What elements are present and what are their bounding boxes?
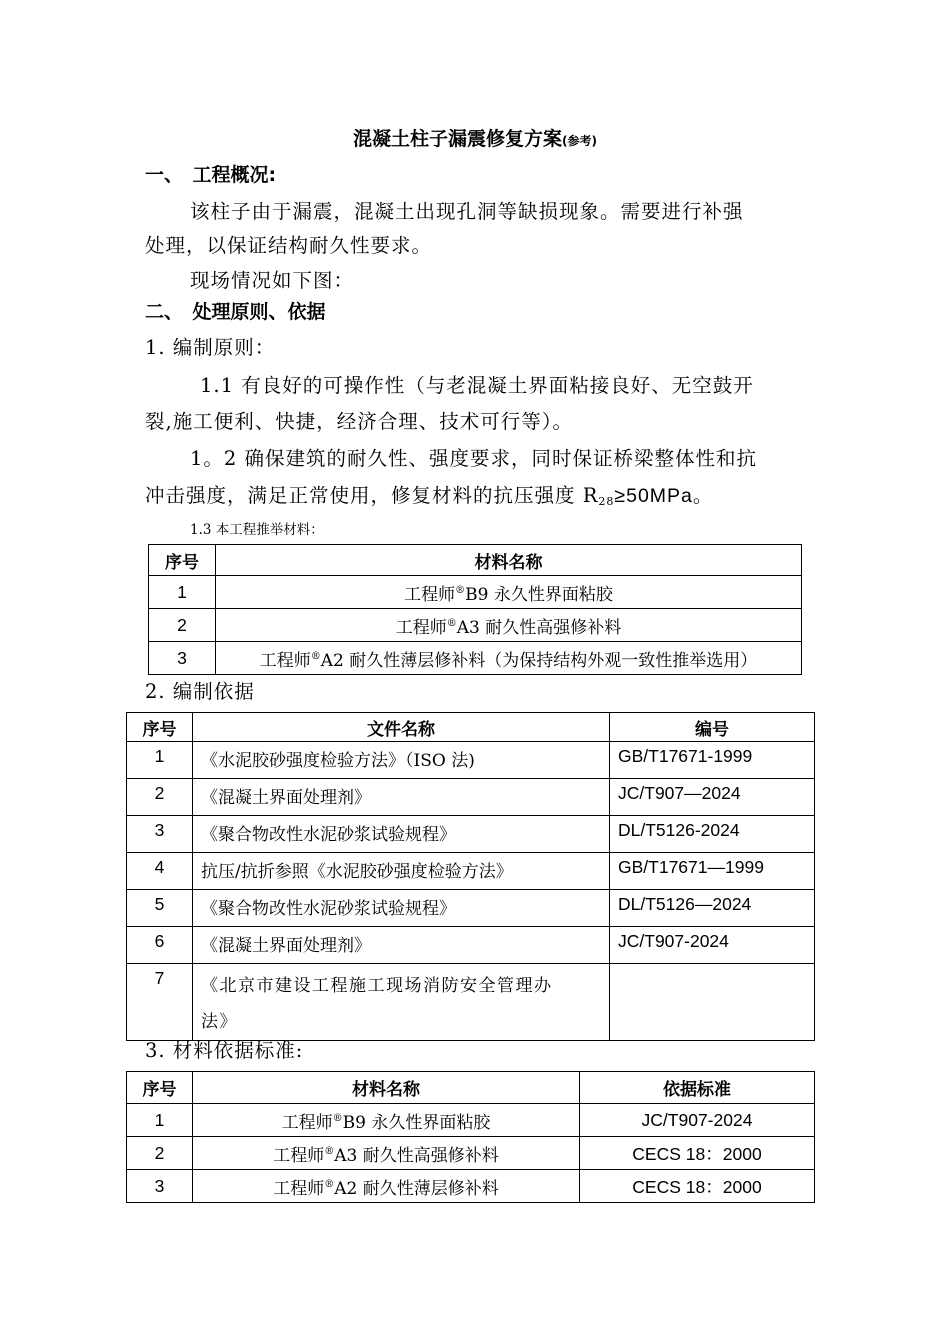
- doc-name: 抗压/抗折参照《水泥胶砂强度检验方法》: [193, 853, 610, 890]
- material-name: 工程师®B9 永久性界面粘胶: [216, 576, 802, 609]
- table-header-row: [127, 713, 815, 742]
- table-header-row: [127, 1072, 815, 1104]
- row-no: 3: [149, 642, 216, 675]
- material-name: 工程师®A3 耐久性高强修补料: [216, 609, 802, 642]
- doc-name: 《混凝土界面处理剂》: [193, 779, 610, 816]
- principle-1-1-line-2: 裂,施工便利、快捷，经济合理、技术可行等）。: [145, 410, 573, 433]
- row-no: 5: [127, 890, 193, 927]
- recommended-materials-label: 1.3 本工程推举材料：: [190, 522, 324, 538]
- material-name: 工程师®A2 耐久性薄层修补料: [193, 1170, 580, 1203]
- title-main: 混凝土柱子漏震修复方案: [353, 128, 563, 150]
- table-row: [127, 1137, 815, 1170]
- doc-name: 《水泥胶砂强度检验方法》（ISO 法): [193, 742, 610, 779]
- doc-name: 《聚合物改性水泥砂浆试验规程》: [193, 816, 610, 853]
- doc-code: GB/T17671-1999: [610, 742, 815, 779]
- row-no: 2: [127, 779, 193, 816]
- standard-code: CECS 18：2000: [580, 1170, 815, 1203]
- principle-1-1-line-1: 1.1 有良好的可操作性（与老混凝土界面粘接良好、无空鼓开: [200, 374, 754, 397]
- row-no: 1: [127, 742, 193, 779]
- material-name: 工程师®A3 耐久性高强修补料: [193, 1137, 580, 1170]
- standard-code: CECS 18：2000: [580, 1137, 815, 1170]
- row-no: 3: [127, 1170, 193, 1203]
- table-header-row: [149, 545, 802, 576]
- section-1-heading: 一、 工程概况:: [145, 164, 277, 186]
- materials-table: [148, 544, 802, 675]
- row-no: 1: [127, 1104, 193, 1137]
- table-row: [127, 742, 815, 779]
- col-header-doc-name: 文件名称: [193, 713, 610, 742]
- doc-code: JC/T907—2024: [610, 779, 815, 816]
- compile-principle-heading: 1. 编制原则：: [145, 336, 276, 359]
- table-row: [127, 779, 815, 816]
- row-no: 2: [149, 609, 216, 642]
- compile-basis-heading: 2. 编制依据: [145, 680, 255, 703]
- principle-1-2-text: 冲击强度，满足正常使用，修复材料的抗压强度 R: [145, 484, 599, 507]
- row-no: 1: [149, 576, 216, 609]
- col-header-material: 材料名称: [193, 1072, 580, 1104]
- doc-code: DL/T5126-2024: [610, 816, 815, 853]
- doc-name: 《北京市建设工程施工现场消防安全管理办 法》: [193, 964, 610, 1041]
- col-header-code: 编号: [610, 713, 815, 742]
- table-row: [149, 576, 802, 609]
- principle-1-2-line-2: [145, 480, 713, 508]
- site-conditions-text: 现场情况如下图：: [190, 269, 355, 292]
- doc-code: JC/T907-2024: [610, 927, 815, 964]
- table-row: [149, 609, 802, 642]
- doc-name: 《聚合物改性水泥砂浆试验规程》: [193, 890, 610, 927]
- row-no: 4: [127, 853, 193, 890]
- doc-code: [610, 964, 815, 1041]
- col-header-no: 序号: [149, 545, 216, 576]
- material-name: 工程师®A2 耐久性薄层修补料（为保持结构外观一致性推举选用）: [216, 642, 802, 675]
- section-2-heading: 二、 处理原则、依据: [145, 301, 326, 323]
- table-row: [127, 890, 815, 927]
- table-row: [127, 927, 815, 964]
- table-row: [127, 853, 815, 890]
- standard-code: JC/T907-2024: [580, 1104, 815, 1137]
- material-standards-heading: 3. 材料依据标准:: [145, 1039, 304, 1062]
- col-header-no: 序号: [127, 713, 193, 742]
- doc-code: DL/T5126—2024: [610, 890, 815, 927]
- r28-subscript: 28: [598, 495, 615, 508]
- document-title: [0, 124, 950, 151]
- table-row: [127, 1104, 815, 1137]
- col-header-standard: 依据标准: [580, 1072, 815, 1104]
- table-row: [127, 964, 815, 1041]
- row-no: 7: [127, 964, 193, 1041]
- table-row: [149, 642, 802, 675]
- overview-line-2: 处理，以保证结构耐久性要求。: [145, 234, 433, 257]
- strength-value: ≥50MPa。: [614, 485, 714, 507]
- overview-line-1: 该柱子由于漏震，混凝土出现孔洞等缺损现象。需要进行补强: [190, 200, 744, 223]
- table-row: [127, 1170, 815, 1203]
- row-no: 3: [127, 816, 193, 853]
- col-header-material: 材料名称: [216, 545, 802, 576]
- table-row: [127, 816, 815, 853]
- material-name: 工程师®B9 永久性界面粘胶: [193, 1104, 580, 1137]
- col-header-no: 序号: [127, 1072, 193, 1104]
- doc-name: 《混凝土界面处理剂》: [193, 927, 610, 964]
- row-no: 6: [127, 927, 193, 964]
- principle-1-2-line-1: 1。2 确保建筑的耐久性、强度要求，同时保证桥梁整体性和抗: [190, 447, 758, 470]
- material-standards-table: [126, 1071, 815, 1203]
- row-no: 2: [127, 1137, 193, 1170]
- standards-table: [126, 712, 815, 1041]
- title-note: (参考): [562, 134, 597, 148]
- doc-code: GB/T17671—1999: [610, 853, 815, 890]
